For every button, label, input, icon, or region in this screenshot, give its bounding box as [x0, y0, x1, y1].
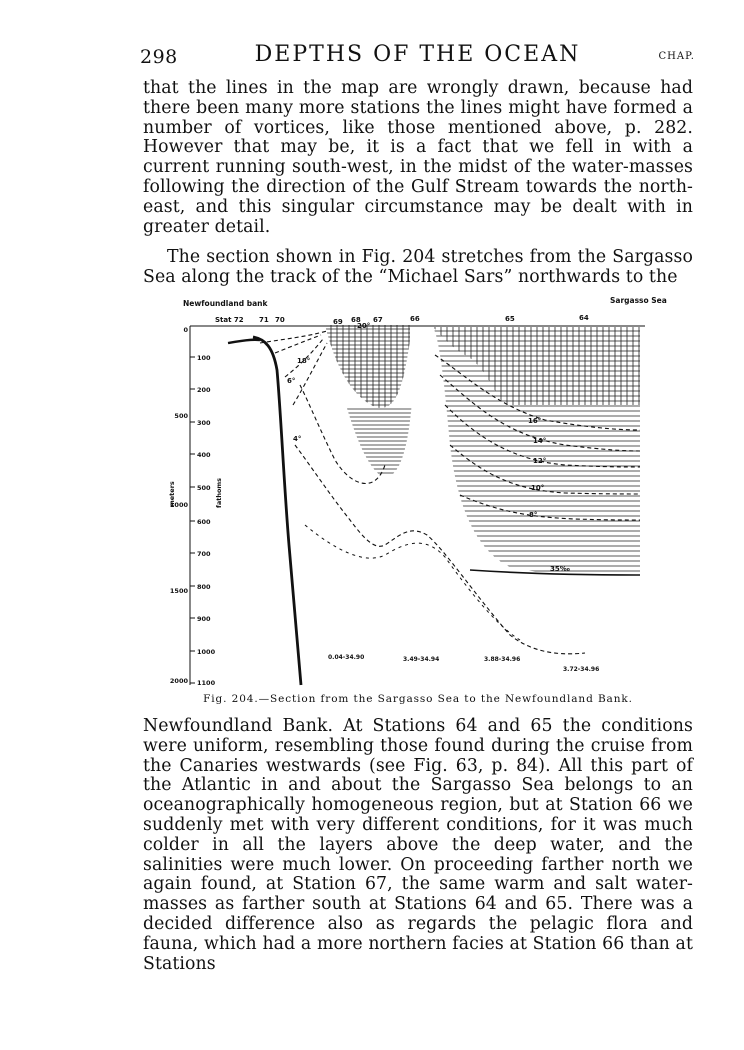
figure-caption: Fig. 204.—Section from the Sargasso Sea to the Newfoundland Bank.	[203, 693, 633, 705]
bottom-value: 3.72-34.96	[563, 666, 600, 673]
fathom-tick: 600	[197, 518, 211, 526]
station-67: 67	[373, 316, 383, 324]
chapter-label: CHAP.	[658, 51, 695, 62]
isotherm-label-16: 16°	[528, 417, 542, 425]
meter-tick: 1000	[169, 501, 188, 509]
continental-slope	[253, 337, 301, 685]
meters-axis-label: meters	[168, 481, 176, 507]
meter-tick: 500	[174, 412, 188, 420]
salt-water-hatch-67	[315, 409, 425, 477]
bank-shelf	[228, 340, 260, 343]
bottom-value: 3.49-34.94	[403, 656, 440, 663]
station-69: 69	[333, 318, 343, 326]
fathom-tick: 500	[197, 484, 211, 492]
isotherm-label-20: 20°	[357, 322, 371, 330]
fathom-tick: 1100	[197, 679, 216, 687]
meter-tick: 2000	[169, 677, 188, 685]
isotherm-label-4: 4°	[293, 435, 302, 443]
label-sargasso-sea: Sargasso Sea	[610, 296, 667, 305]
fathom-tick: 800	[197, 583, 211, 591]
fathom-tick: 900	[197, 615, 211, 623]
label-newfoundland-bank: Newfoundland bank	[183, 299, 268, 308]
fathoms-axis-label: fathoms	[215, 477, 223, 508]
bottom-value-labels	[328, 654, 599, 673]
isotherm-labels	[287, 322, 570, 573]
fathom-tick: 1000	[197, 648, 216, 656]
section-diagram	[165, 295, 695, 690]
station-68: 68	[351, 316, 361, 324]
paragraph-3: Newfoundland Bank. At Stations 64 and 65 the conditions were uniform, resembling those found during the cruise from the Canaries westwards (see Fig. 63, p. 84). All this part of the Atlantic in and about the Sargasso Sea belongs to an oceanographically homogeneous region, but at Station 66 we suddenly met with very different conditions, for it was much colder in all the layers above the deep water, and the salinities were much lower. On proceeding farther north we again found, at Station 67, the same warm and salt water-masses as farther south at Stations 64 and 65. There was a decided difference also as regards the pelagic flora and fauna, which had a more northern facies at Station 66 than at Stations	[143, 716, 693, 974]
running-title: DEPTHS OF THE OCEAN	[254, 42, 581, 67]
station-70: 70	[275, 316, 285, 324]
meter-tick: 1500	[169, 587, 188, 595]
fathom-tick: 200	[197, 386, 211, 394]
running-header	[140, 42, 695, 72]
fathom-tick: 100	[197, 354, 211, 362]
station-64: 64	[579, 314, 589, 322]
isotherm-label-10: 10°	[531, 484, 545, 492]
isotherm-label-6: 6°	[287, 377, 296, 385]
figure-204	[165, 295, 695, 690]
meter-tick: 0	[183, 326, 188, 334]
paragraph-1: that the lines in the map are wrongly drawn, because had there been many more stations the lines might have formed a number of vortices, like those mentioned above, p. 282. However that may be, it is a fact that we fell in with a current running south-west, in the midst of the water-masses following the direction of the Gulf Stream towards the north-east, and this singular circumstance may be dealt with in greater detail.	[143, 78, 693, 237]
isotherm-label-8: 8°	[529, 511, 538, 519]
salinity-label: 35‰	[550, 565, 570, 573]
fathom-tick: 700	[197, 550, 211, 558]
bottom-value: 3.88-34.96	[484, 656, 521, 663]
page-number: 298	[140, 46, 178, 68]
isotherm-label-12: 12°	[533, 457, 547, 465]
isotherm-label-18: 18°	[297, 357, 311, 365]
isotherm-label-14: 14°	[533, 437, 547, 445]
isotherms	[260, 331, 640, 654]
warm-water-hatch-67	[315, 325, 425, 415]
station-72: Stat 72	[215, 316, 244, 324]
station-65: 65	[505, 315, 515, 323]
fathom-tick-labels	[197, 354, 216, 687]
fathom-tick: 400	[197, 451, 211, 459]
isotherm-deep	[305, 525, 520, 640]
paragraph-2: The section shown in Fig. 204 stretches from the Sargasso Sea along the track of the “Michael Sars” northwards to the	[143, 247, 693, 287]
station-71: 71	[259, 316, 269, 324]
bottom-value: 0.04-34.90	[328, 654, 365, 661]
station-66: 66	[410, 315, 420, 323]
fathom-tick: 300	[197, 419, 211, 427]
